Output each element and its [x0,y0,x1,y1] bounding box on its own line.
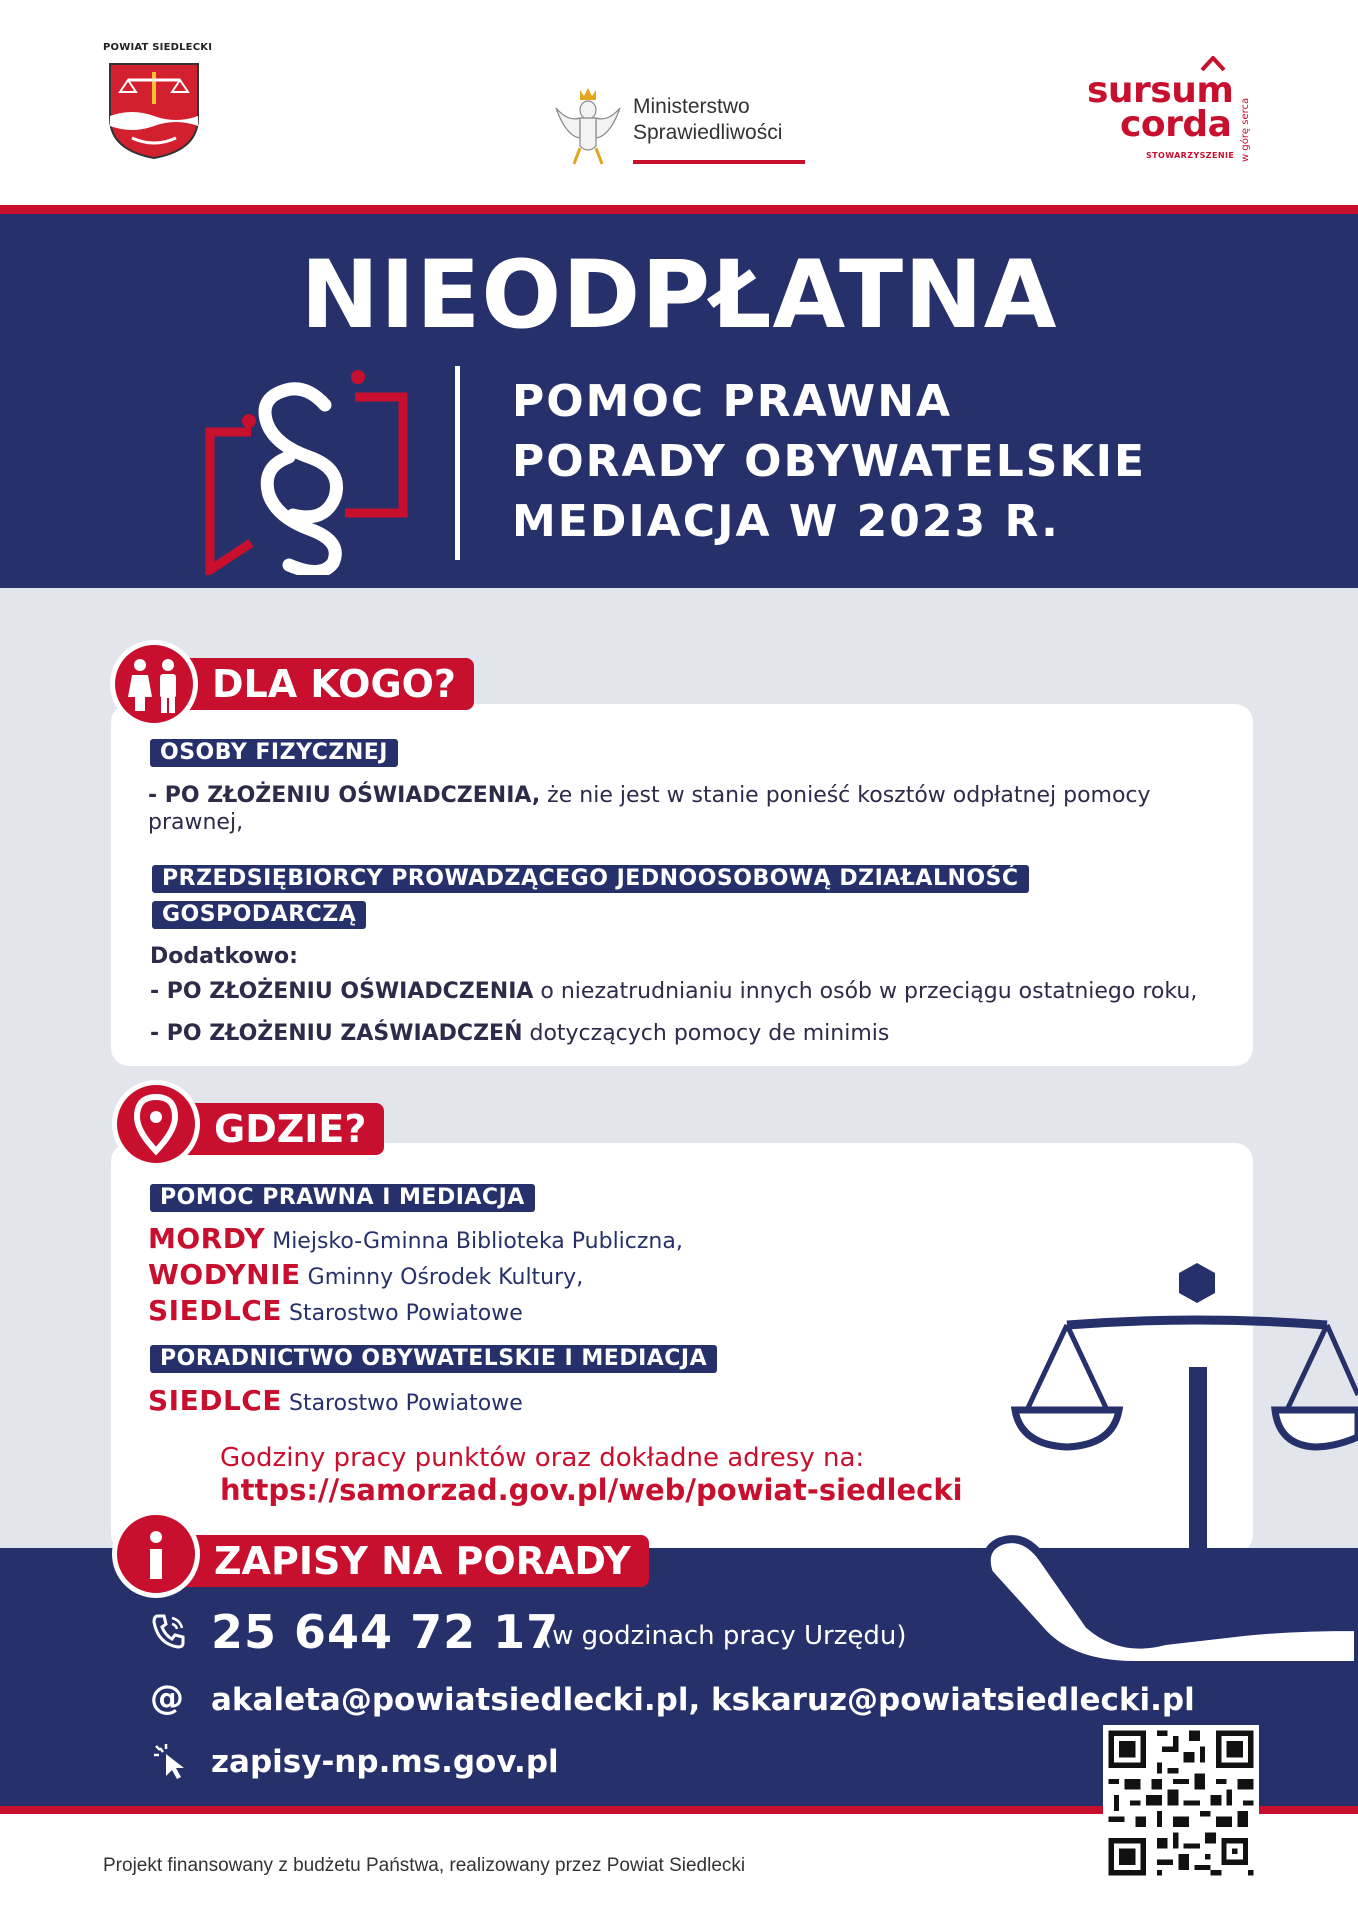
who-item-3-rest: dotyczących pomocy de minimis [522,1021,890,1046]
who-item-1 [148,782,1228,809]
ministry-name-line2: Sprawiedliwości [633,121,783,144]
location-city: SIEDLCE [148,1384,282,1417]
hero-divider [455,366,460,560]
sursum-corda-arrow-icon [1200,56,1226,72]
location-place: Starostwo Powiatowe [281,1391,523,1416]
sursum-corda-word1: sursum [1087,70,1234,111]
hero-line-3: MEDIACJA W 2023 R. [512,496,1060,547]
hero-title: NIEODPŁATNA [300,241,1058,350]
hero-line-2: PORADY OBYWATELSKIE [512,436,1146,487]
phone-icon [150,1612,188,1650]
hero-line-1: POMOC PRAWNA [512,376,953,427]
location-place: Starostwo Powiatowe [281,1301,523,1326]
who-heading: DLA KOGO? [160,658,474,710]
signup-circle [112,1510,200,1598]
location-place: Gminny Ośrodek Kultury, [300,1265,584,1290]
paragraph-speech-bubbles-icon [205,365,410,575]
where-location-mordy [148,1222,683,1255]
phone-note: (w godzinach pracy Urzędu) [542,1621,907,1651]
ministry-name-line1: Ministerstwo [633,95,750,118]
ministry-underline [633,160,805,164]
qr-code-icon[interactable] [1103,1725,1259,1881]
who-item-2-rest: o niezatrudnianiu innych osób w przeciągu ostatniego roku, [533,979,1198,1004]
ministry-name [633,94,782,146]
who-item-2-bold: - PO ZŁOŻENIU OŚWIADCZENIA [150,979,534,1004]
signup-website[interactable]: zapisy-np.ms.gov.pl [211,1744,559,1780]
people-icon [115,645,193,723]
where-location-wodynie [148,1258,583,1291]
sursum-corda-motto: w górę serca [1240,97,1251,162]
hours-note: Godziny pracy punktów oraz dokładne adresy na: [220,1443,865,1473]
powiat-crest-icon [106,60,202,160]
who-item-3-bold: - PO ZŁOŻENIU ZAŚWIADCZEŃ [150,1021,523,1046]
where-tag-civic-advice: PORADNICTWO OBYWATELSKIE I MEDIACJA [150,1345,717,1373]
location-city: MORDY [148,1222,266,1255]
hours-link[interactable]: https://samorzad.gov.pl/web/powiat-siedlecki [220,1473,963,1507]
who-item-1-cont: prawnej, [148,810,244,835]
location-city: SIEDLCE [148,1294,282,1327]
signup-heading: ZAPISY NA PORADY [162,1535,649,1587]
where-location-siedlce-2 [148,1384,523,1417]
info-icon [117,1515,195,1593]
powiat-label: POWIAT SIEDLECKI [103,42,213,53]
location-pin-icon [117,1085,195,1163]
who-tag-entrepreneur-2: GOSPODARCZĄ [152,901,366,929]
email-addresses[interactable]: akaleta@powiatsiedlecki.pl, kskaruz@powiatsiedlecki.pl [211,1682,1195,1718]
sursum-corda-word2: corda [1120,104,1232,145]
who-tag-entrepreneur-1: PRZEDSIĘBIORCY PROWADZĄCEGO JEDNOOSOBOWĄ DZIAŁALNOŚĆ [152,865,1029,893]
footer-funding-note: Projekt finansowany z budżetu Państwa, realizowany przez Powiat Siedlecki [103,1855,746,1876]
sursum-corda-association: STOWARZYSZENIE [1146,151,1235,160]
phone-number[interactable]: 25 644 72 17 [211,1605,560,1659]
location-place: Miejsko-Gminna Biblioteka Publiczna, [265,1229,683,1254]
where-heading: GDZIE? [162,1103,384,1155]
location-city: WODYNIE [148,1258,301,1291]
where-tag-legal-aid: POMOC PRAWNA I MEDIACJA [150,1184,535,1212]
who-tag-individuals: OSOBY FIZYCZNEJ [150,739,398,767]
who-item-1-rest: że nie jest w stanie ponieść kosztów odpłatnej pomocy [540,783,1151,808]
who-additionally: Dodatkowo: [150,944,298,969]
top-red-stripe [0,205,1358,214]
where-circle [112,1080,200,1168]
who-item-3 [150,1020,889,1047]
cursor-click-icon [152,1742,190,1780]
who-item-1-bold: - PO ZŁOŻENIU OŚWIADCZENIA, [148,783,541,808]
polish-eagle-icon [550,86,626,168]
at-sign-icon: @ [150,1678,184,1718]
who-item-2 [150,978,1197,1005]
who-circle [110,640,198,728]
where-location-siedlce [148,1294,523,1327]
scales-of-justice-hand-icon [985,1255,1358,1665]
